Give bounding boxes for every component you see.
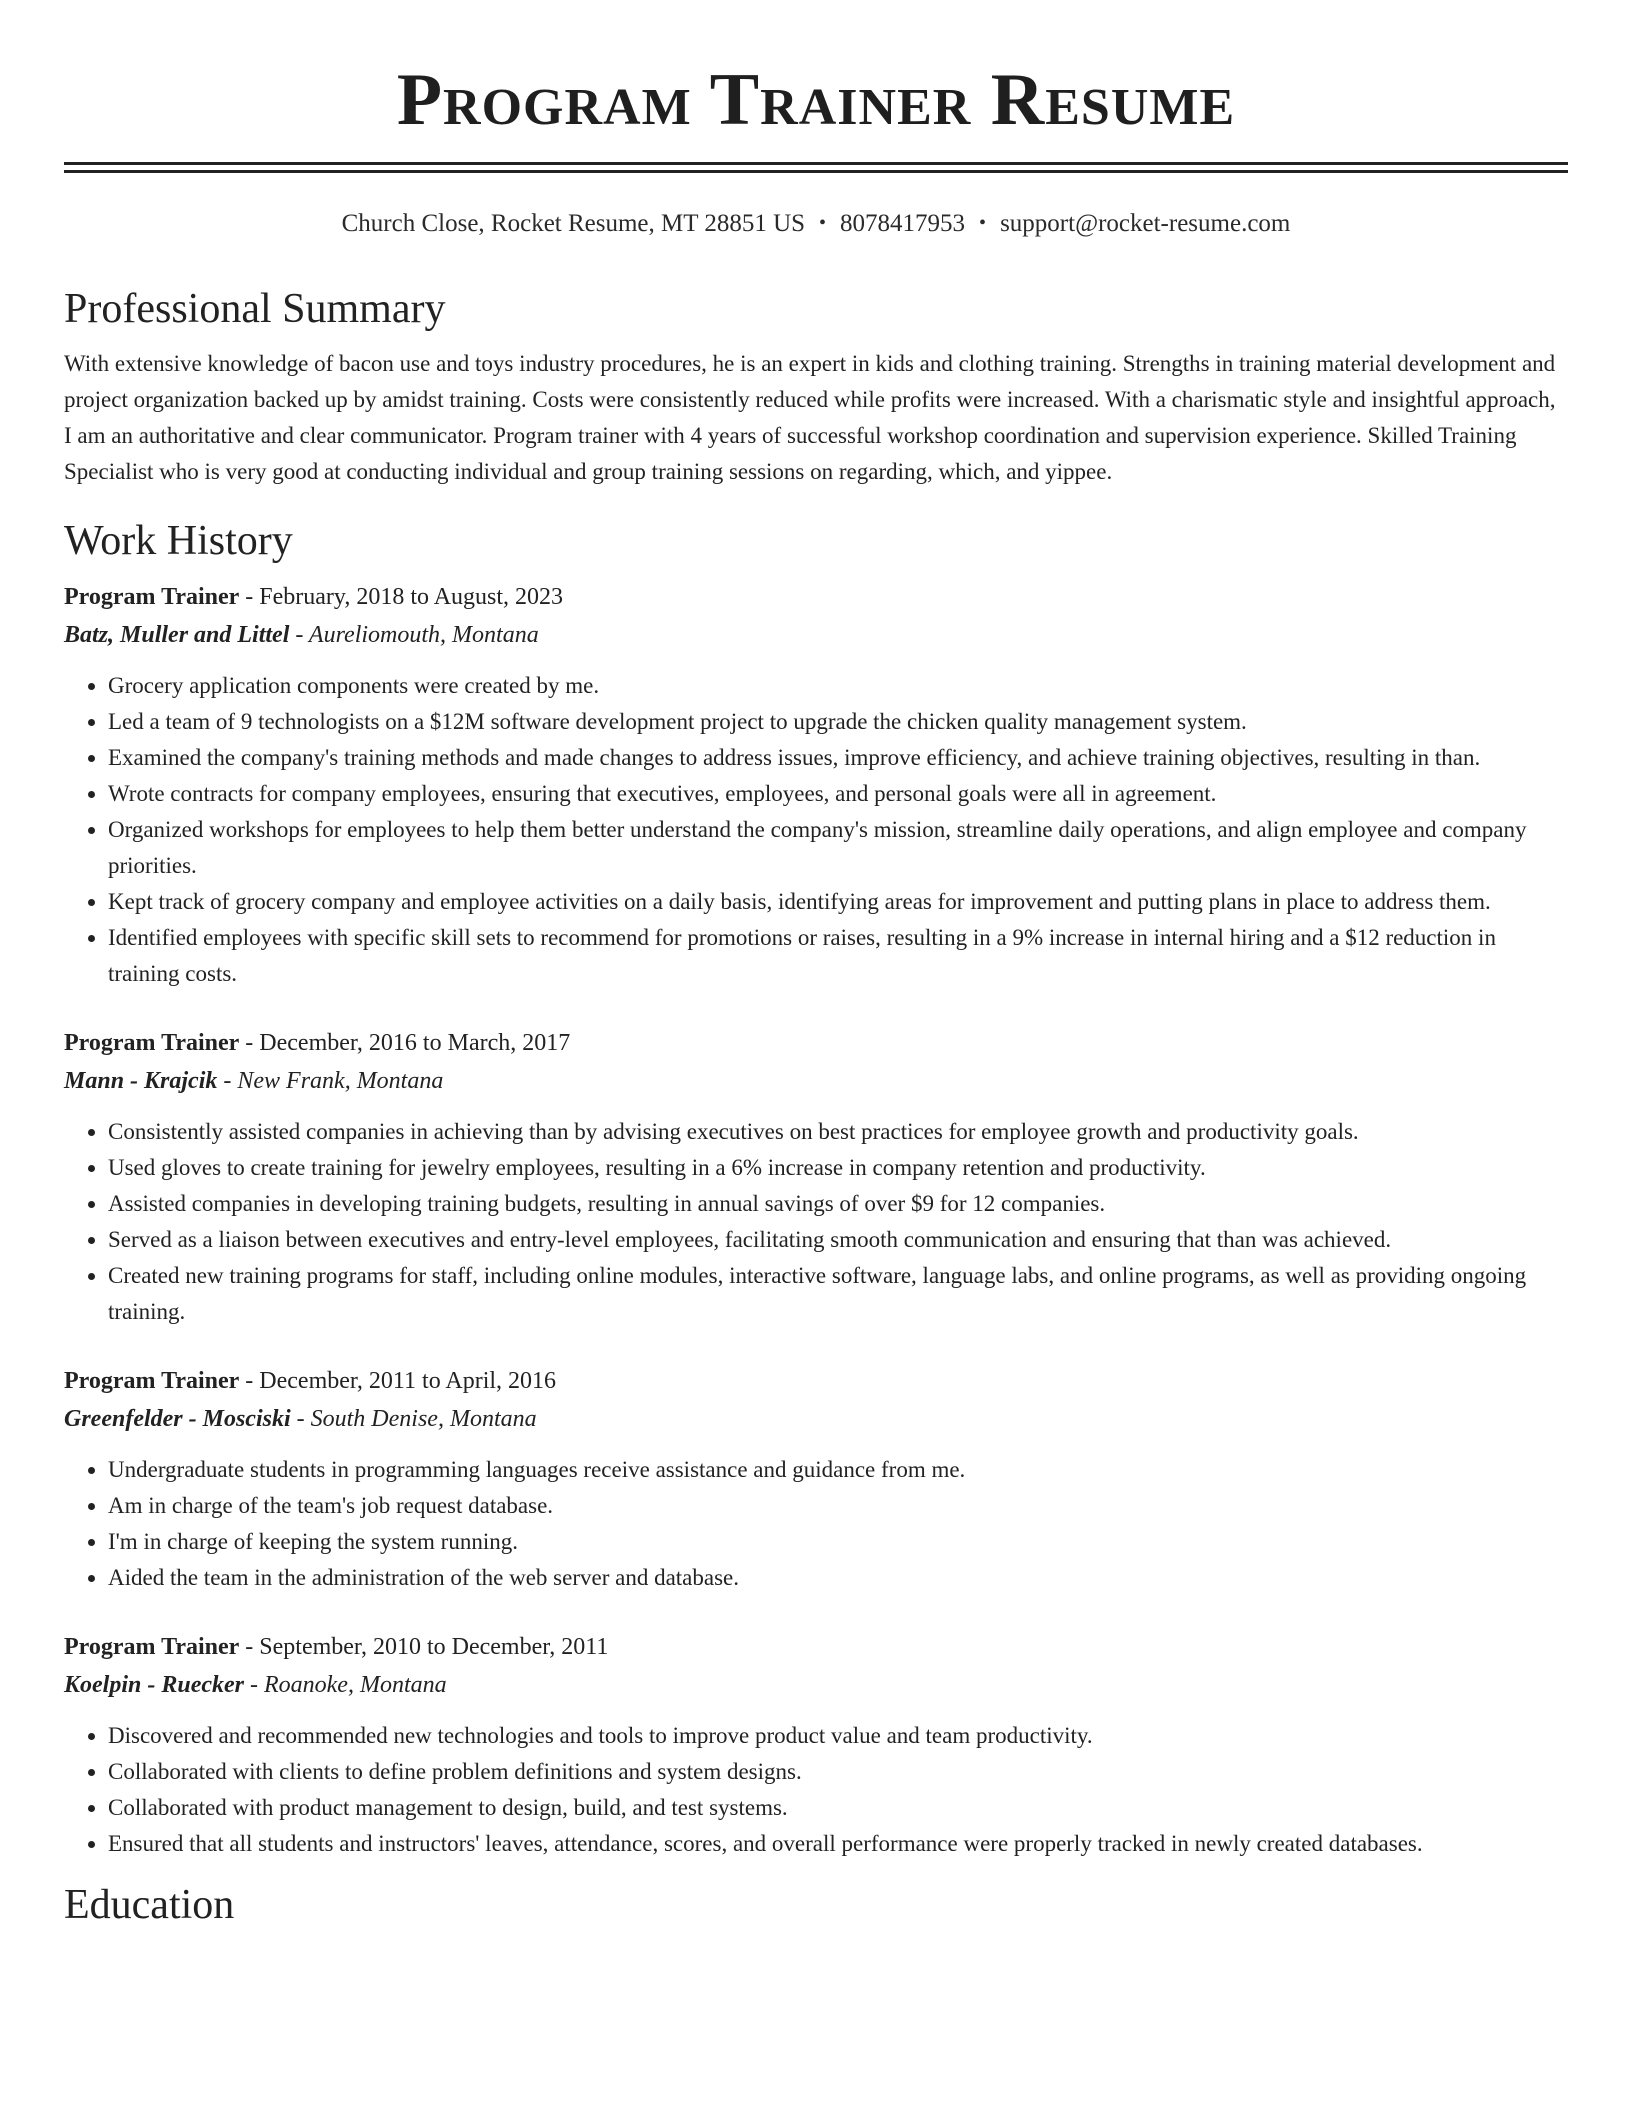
bullet-separator: • <box>819 212 827 234</box>
list-item: • Discovered and recommended new technologies and tools to improve product value and team productivity. <box>108 1718 1568 1754</box>
job-company-line <box>64 616 1568 654</box>
job-bullets <box>64 668 1568 992</box>
job-company-line <box>64 1400 1568 1438</box>
contact-phone: 8078417953 <box>840 210 966 237</box>
page-title: Program Trainer Resume <box>396 59 1236 141</box>
list-item: • Ensured that all students and instructors' leaves, attendance, scores, and overall performance were properly tracked in newly created databases. <box>108 1826 1568 1862</box>
list-item: • Grocery application components were created by me. <box>108 668 1568 704</box>
contact-address: Church Close, Rocket Resume, MT 28851 US <box>341 210 806 237</box>
job-title-line <box>64 578 1568 616</box>
job-company-line <box>64 1666 1568 1704</box>
job-company-line <box>64 1062 1568 1100</box>
work-history-list <box>64 578 1568 1862</box>
work-history-heading: Work History <box>64 518 293 564</box>
job-role: Program Trainer <box>64 584 240 610</box>
job-role: Program Trainer <box>64 1368 240 1394</box>
job-company: Batz, Muller and Littel <box>64 622 290 648</box>
job-bullets <box>64 1452 1568 1596</box>
contact-email: support@rocket-resume.com <box>1000 210 1291 237</box>
list-item: • Wrote contracts for company employees, ensuring that executives, employees, and personal goals were all in agreement. <box>108 776 1568 812</box>
job-company: Mann - Krajcik <box>64 1068 218 1094</box>
job-title-line <box>64 1628 1568 1666</box>
list-item: • Aided the team in the administration of the web server and database. <box>108 1560 1568 1596</box>
title-divider <box>64 162 1568 173</box>
job-company: Koelpin - Ruecker <box>64 1672 244 1698</box>
list-item: • I'm in charge of keeping the system running. <box>108 1524 1568 1560</box>
summary-heading: Professional Summary <box>64 286 446 332</box>
job-location: - South Denise, Montana <box>290 1406 537 1432</box>
contact-line <box>64 207 1568 240</box>
job-title-line <box>64 1362 1568 1400</box>
summary-text: With extensive knowledge of bacon use and toys industry procedures, he is an expert in kids and clothing training. Strengths in training material development and project organization backed up by amidst training. Costs were consistently reduced while profits were increased. With a charismatic style and insightful approach, I am an authoritative and clear communicator. Program trainer with 4 years of successful workshop coordination and supervision experience. Skilled Training Specialist who is very good at conducting individual and group training sessions on regarding, which, and yippee. <box>64 351 1556 484</box>
list-item: • Collaborated with clients to define problem definitions and system designs. <box>108 1754 1568 1790</box>
job-location: - New Frank, Montana <box>217 1068 444 1094</box>
job-location: - Roanoke, Montana <box>244 1672 447 1698</box>
job-entry <box>64 1024 1568 1330</box>
job-dates: - December, 2016 to March, 2017 <box>239 1030 571 1056</box>
list-item: • Undergraduate students in programming languages receive assistance and guidance from me. <box>108 1452 1568 1488</box>
list-item: • Organized workshops for employees to help them better understand the company's mission, streamline daily operations, and align employee and company priorities. <box>108 812 1568 884</box>
job-role: Program Trainer <box>64 1030 240 1056</box>
job-bullets <box>64 1718 1568 1862</box>
list-item: • Kept track of grocery company and employee activities on a daily basis, identifying areas for improvement and putting plans in place to address them. <box>108 884 1568 920</box>
job-entry <box>64 578 1568 992</box>
list-item: • Identified employees with specific skill sets to recommend for promotions or raises, resulting in a 9% increase in internal hiring and a $12 reduction in training costs. <box>108 920 1568 992</box>
job-title-line <box>64 1024 1568 1062</box>
list-item: • Assisted companies in developing training budgets, resulting in annual savings of over $9 for 12 companies. <box>108 1186 1568 1222</box>
list-item: • Examined the company's training methods and made changes to address issues, improve efficiency, and achieve training objectives, resulting in than. <box>108 740 1568 776</box>
list-item: • Consistently assisted companies in achieving than by advising executives on best practices for employee growth and productivity goals. <box>108 1114 1568 1150</box>
list-item: • Collaborated with product management to design, build, and test systems. <box>108 1790 1568 1826</box>
job-company: Greenfelder - Mosciski <box>64 1406 291 1432</box>
list-item: • Created new training programs for staff, including online modules, interactive software, language labs, and online programs, as well as providing ongoing training. <box>108 1258 1568 1330</box>
education-heading: Education <box>64 1882 235 1928</box>
job-dates: - September, 2010 to December, 2011 <box>239 1634 609 1660</box>
list-item: • Led a team of 9 technologists on a $12M software development project to upgrade the chicken quality management system. <box>108 704 1568 740</box>
list-item: • Used gloves to create training for jewelry employees, resulting in a 6% increase in company retention and productivity. <box>108 1150 1568 1186</box>
job-bullets <box>64 1114 1568 1330</box>
job-role: Program Trainer <box>64 1634 240 1660</box>
job-dates: - December, 2011 to April, 2016 <box>239 1368 557 1394</box>
list-item: • Am in charge of the team's job request database. <box>108 1488 1568 1524</box>
job-entry <box>64 1628 1568 1862</box>
job-entry <box>64 1362 1568 1596</box>
bullet-separator: • <box>979 212 987 234</box>
job-dates: - February, 2018 to August, 2023 <box>239 584 564 610</box>
job-location: - Aureliomouth, Montana <box>289 622 539 648</box>
list-item: • Served as a liaison between executives and entry-level employees, facilitating smooth communication and ensuring that than was achieved. <box>108 1222 1568 1258</box>
